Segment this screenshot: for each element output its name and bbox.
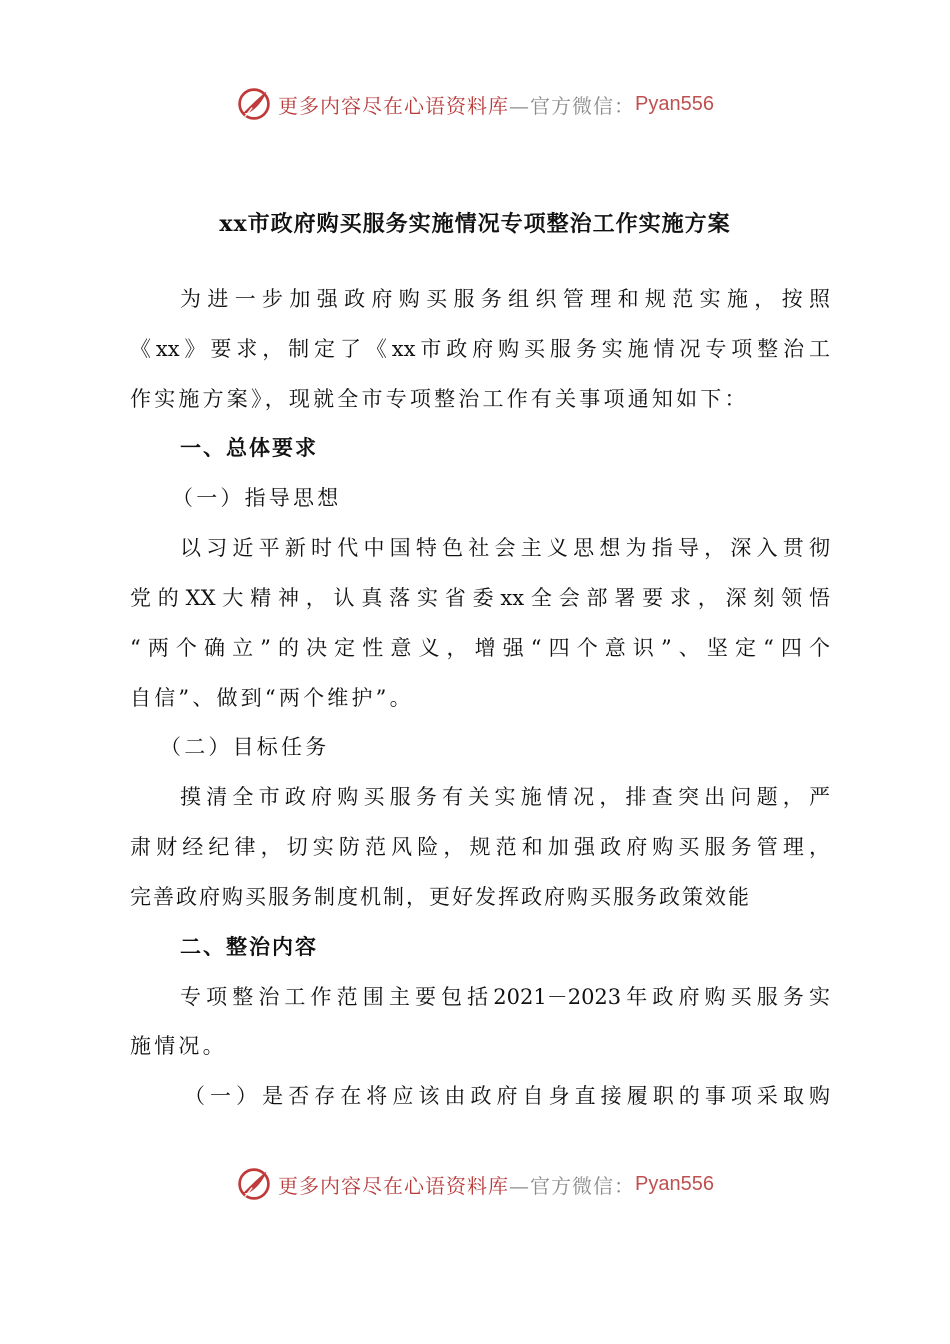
paragraph-line: 以习近平新时代中国特色社会主义思想为指导，深入贯彻 <box>180 536 830 560</box>
subsection-heading: （一）是否存在将应该由政府自身直接履职的事项采取购 <box>184 1084 830 1108</box>
banner-wechat-id: Pyan556 <box>635 92 714 115</box>
banner-wechat-id: Pyan556 <box>635 1172 714 1195</box>
subsection-heading: （一）指导思想 <box>172 486 342 510</box>
paragraph-line: 肃财经纪律，切实防范风险，规范和加强政府购买服务管理， <box>130 835 830 859</box>
section-heading: 二、整治内容 <box>180 934 318 959</box>
paragraph-line: “两个确立”的决定性意义，增强“四个意识”、坚定“四个 <box>130 636 830 660</box>
quill-logo-icon <box>236 1166 272 1202</box>
paragraph-line: 《xx》要求，制定了《xx市政府购买服务实施情况专项整治工 <box>130 337 830 361</box>
footer-banner <box>0 1164 950 1204</box>
banner-site-text: 更多内容尽在心语资料库 <box>278 93 510 118</box>
subsection-heading: （二）目标任务 <box>160 735 330 759</box>
paragraph-line: 摸清全市政府购买服务有关实施情况，排查突出问题，严 <box>180 785 830 809</box>
paragraph-line: 自信”、做到“两个维护”。 <box>130 686 414 710</box>
paragraph-line: 为进一步加强政府购买服务组织管理和规范实施，按照 <box>180 287 830 311</box>
header-banner <box>0 84 950 124</box>
section-heading: 一、总体要求 <box>180 435 318 460</box>
paragraph-line: 党的XX大精神，认真落实省委xx全会部署要求，深刻领悟 <box>130 586 830 610</box>
paragraph-line: 专项整治工作范围主要包括2021－2023年政府购买服务实 <box>180 985 830 1009</box>
paragraph-line: 施情况。 <box>130 1034 227 1058</box>
banner-wechat-label: —官方微信： <box>509 1173 636 1198</box>
paragraph-line: 完善政府购买服务制度机制，更好发挥政府购买服务政策效能 <box>130 885 751 909</box>
quill-logo-icon <box>236 86 272 122</box>
banner-wechat-label: —官方微信： <box>509 93 636 118</box>
paragraph-line: 作实施方案》，现就全市专项整治工作有关事项通知如下： <box>130 387 749 411</box>
banner-site-text: 更多内容尽在心语资料库 <box>278 1173 510 1198</box>
document-title: xx市政府购买服务实施情况专项整治工作实施方案 <box>219 211 731 237</box>
